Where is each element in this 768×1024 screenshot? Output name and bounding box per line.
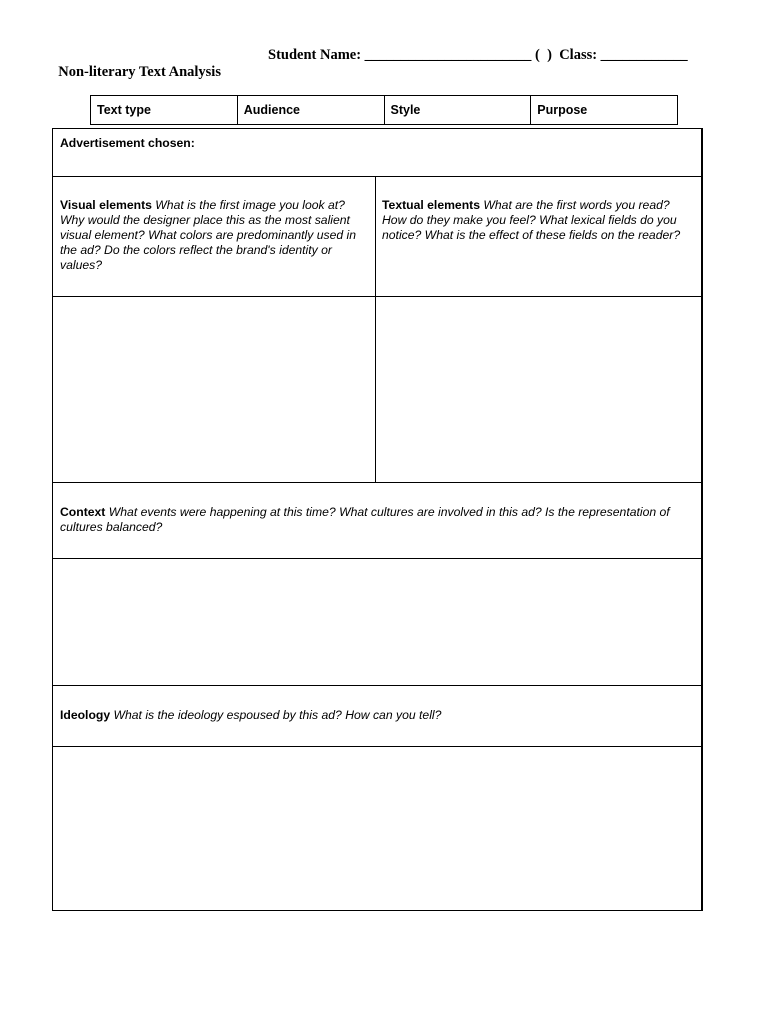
textual-elements-question: What are the first words you read? How do they make you feel? What lexical fields do you notice? What is the effect of these fields on the reader? — [382, 198, 681, 242]
ideology-question: What is the ideology espoused by this ad? How can you tell? — [110, 708, 442, 722]
advertisement-cell[interactable] — [53, 129, 701, 176]
visual-elements-prompt — [53, 177, 376, 296]
ideology-prompt — [53, 686, 701, 746]
advertisement-label: Advertisement chosen: — [60, 136, 195, 150]
style-cell[interactable]: Style — [384, 96, 531, 125]
purpose-cell[interactable]: Purpose — [531, 96, 678, 125]
worksheet-header — [51, 47, 688, 98]
visual-elements-label: Visual elements — [60, 198, 152, 212]
text-type-table — [90, 95, 678, 125]
text-type-cell[interactable]: Text type — [91, 96, 238, 125]
elements-prompt-row — [53, 177, 701, 297]
worksheet-title: Non-literary Text Analysis — [58, 64, 221, 80]
context-answer-row — [53, 559, 701, 686]
ideology-answer-row — [53, 747, 701, 912]
ideology-answer-area[interactable] — [53, 747, 701, 912]
student-name-class-field[interactable]: Student Name: _______________________ ( ) Class: ____________ — [268, 47, 688, 63]
textual-elements-prompt — [376, 177, 701, 296]
advertisement-row — [53, 129, 701, 177]
context-question: What events were happening at this time? What cultures are involved in this ad? Is the representation of cultures balanced? — [60, 505, 670, 534]
ideology-label: Ideology — [60, 708, 111, 722]
context-label: Context — [60, 505, 106, 519]
textual-elements-label: Textual elements — [382, 198, 480, 212]
analysis-form — [52, 128, 703, 911]
context-prompt-row — [53, 483, 701, 559]
textual-elements-answer-area[interactable] — [376, 297, 701, 482]
context-prompt — [53, 483, 701, 558]
elements-answer-row — [53, 297, 701, 483]
visual-elements-question: What is the first image you look at? Why would the designer place this as the most salient visual element? What colors are predominantly used in the ad? Do the colors reflect the brand's identity or values? — [60, 198, 357, 272]
visual-elements-answer-area[interactable] — [53, 297, 376, 482]
context-answer-area[interactable] — [53, 559, 701, 685]
ideology-prompt-row — [53, 686, 701, 747]
audience-cell[interactable]: Audience — [237, 96, 384, 125]
